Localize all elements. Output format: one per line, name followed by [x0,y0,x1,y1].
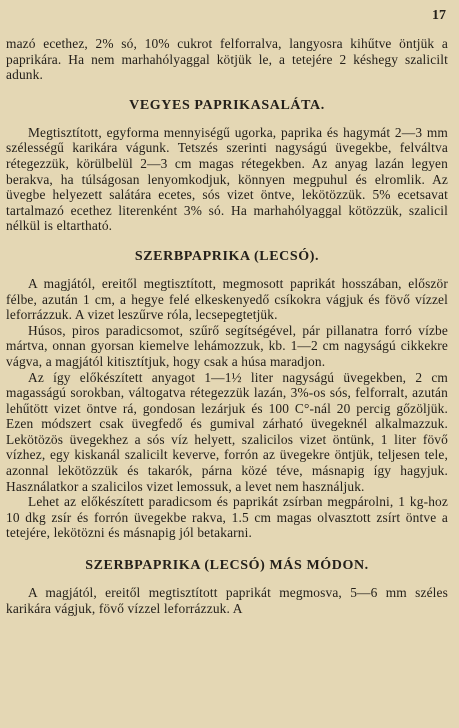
paragraph-szerbpaprika-4: Lehet az előkészített paradicsom és paprikát zsírban megpárolni, 1 kg-hoz 10 dkg zsír és forrón üvegekbe rakva, 1.5 cm magas olvasztott zsírt öntve a tetejére, lekötözni és másnapig jól betakarni. [6,494,448,541]
heading-szerbpaprika-mas-modon: SZERBPAPRIKA (LECSÓ) MÁS MÓDON. [85,558,369,574]
paragraph-szerbpaprika-1: A magjától, ereitől megtisztított, megmosott paprikát hosszában, először félbe, azután 1 cm, a hegye felé elkeskenyedő csíkokra vágjuk és fövő vízzel leforrázzuk. A vizet leszűrve róla, lecsepegtetjük. [6,275,448,323]
page-body [6,0,448,616]
paragraph-szerbpaprika-2: Húsos, piros paradicsomot, szűrő segítségével, pár pillanatra forró vízbe mártva, onnan gyorsan kiemelve lehámozzuk, kb. 1—2 cm nagyságú cikkekre vágva, a magjától kitisztítjuk, hogy csak a húsa maradjon. [6,322,448,369]
heading-szerbpaprika: SZERBPAPRIKA (LECSÓ). [134,248,320,264]
page-number: 17 [432,8,446,23]
paragraph-szerbpaprika-3: Az így előkészített anyagot 1—1½ liter nagyságú üvegekben, 2 cm magasságú sorokban, váltogatva rétegezzük lazán, 3%-os sós, felforralt, azután lehűtött vizet öntve rá, gondosan lezárjuk és 100 C°-nál 20 percig gőzöljük. Ezen módszert csak üvegfedő és gumival zárható üvegeknél alkalmazzuk. Lekötözös üvegekhez a sós víz helyett, szalicilos vizet öntünk, 1 liter fövő vízhez, egy kiskanál szalicilt keverve, forrón az üvegekre öntjük, teljesen tele, azonnal lekötözzük és takarók, párna közé téve, másnapig így hagyjuk. Használatkor a szalicilos vizet lemossuk, a levet nem használjuk. [6,369,448,494]
continued-paragraph: mazó ecethez, 2% só, 10% cukrot felforralva, langyosra kihűtve öntjük a paprikára. Ha nem marhahólyaggal kötjük le, a tetejére 2 késhegy szalicilt adunk. [6,36,448,83]
paragraph-mas-modon: A magjától, ereitől megtisztított paprikát megmosva, 5—6 mm széles karikára vágjuk, fövő vízzel leforrázzuk. A [6,585,448,616]
heading-vegyes-paprikasalata: VEGYES PAPRIKASALÁTA. [129,97,325,113]
paragraph-paprikasalata: Megtisztított, egyforma mennyiségű ugorka, paprika és hagymát 2—3 mm szélességű karikára vágunk. Tetszés szerinti nagyságú üvegekbe, felváltva rétegezzük, körülbelül 2—3 cm magas rétegekben. Az anyag lazán legyen berakva, ha túlságosan lenyomkodjuk, könnyen megpuhul és elromlik. Az üvegbe helyezett salátára ecetes, sós vizet öntve, lekötözzük. 5% ecetsavat tartalmazó ecethez literenként 3% só. Ha marhahólyaggal kötözzük, szalicil nélkül is eltartható. [6,124,448,234]
